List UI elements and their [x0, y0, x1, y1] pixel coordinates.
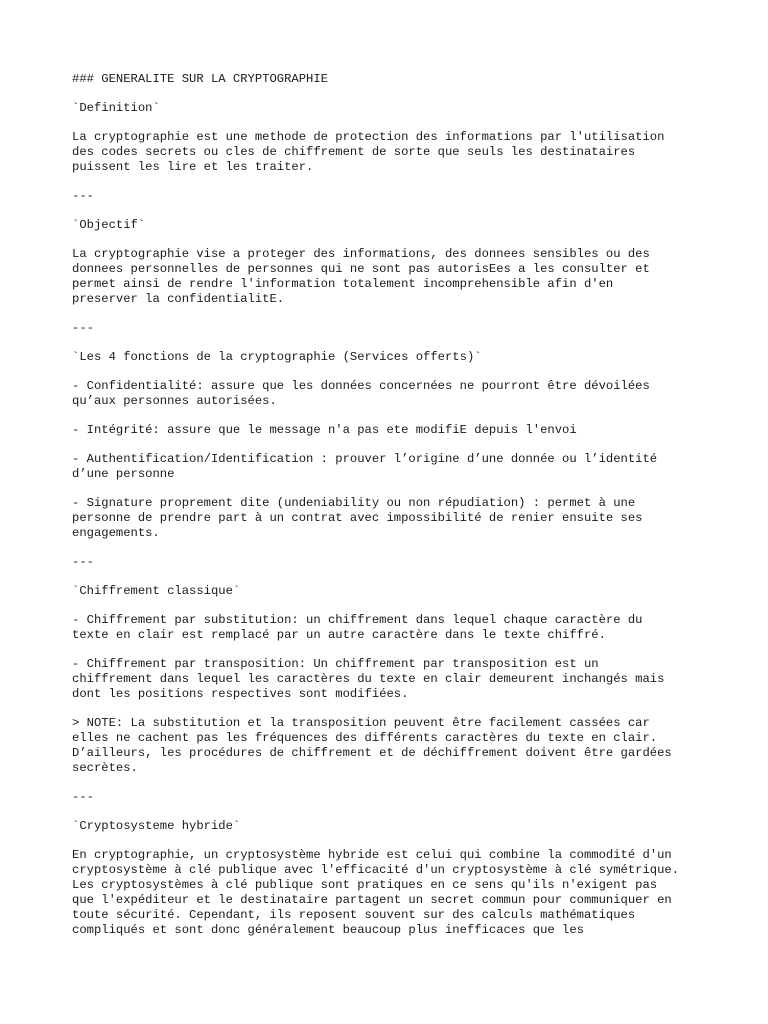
fonctions-title: `Les 4 fonctions de la cryptographie (Services offerts)`: [72, 350, 482, 364]
fonction-item-integrite: - Intégrité: assure que le message n'a pas ete modifiE depuis l'envoi: [72, 423, 577, 437]
hybride-body: En cryptographie, un cryptosystème hybride est celui qui combine la commodité d'un cryptosystème à clé publique avec l'efficacité d'un cryptosystème à clé symétrique. Les cryptosystèmes à clé publique sont pratiques en ce sens qu'ils n'exigent pas que l'expéditeur et le destinataire partagent un secret commun pour communiquer en toute sécurité. Cependant, ils reposent souvent sur des calculs mathématiques compliqués et sont donc généralement beaucoup plus inefficaces que les: [72, 848, 680, 937]
fonction-item-confidentialite: - Confidentialité: assure que les données concernées ne pourront être dévoilées qu’aux personnes autorisées.: [72, 379, 650, 408]
document-heading: ### GENERALITE SUR LA CRYPTOGRAPHIE: [72, 72, 328, 86]
classique-item-transposition: - Chiffrement par transposition: Un chiffrement par transposition est un chiffrement dans lequel les caractères du texte en clair demeurent inchangés mais dont les positions respectives sont modifiées.: [72, 657, 665, 701]
objectif-body: La cryptographie vise a proteger des informations, des donnees sensibles ou des donnees personnelles de personnes qui ne sont pas autorisEes a les consulter et permet ainsi de rendre l'information totalement incomprehensible afin d'en preserver la confidentialitE.: [72, 247, 650, 306]
separator: ---: [72, 555, 94, 569]
fonction-item-signature: - Signature proprement dite (undeniability ou non répudiation) : permet à une personne de prendre part à un contrat avec impossibilité de renier ensuite ses engagements.: [72, 496, 643, 540]
definition-body: La cryptographie est une methode de protection des informations par l'utilisation des codes secrets ou cles de chiffrement de sorte que seuls les destinataires puissent les lire et les traiter.: [72, 130, 665, 174]
separator: ---: [72, 189, 94, 203]
classique-item-substitution: - Chiffrement par substitution: un chiffrement dans lequel chaque caractère du texte en clair est remplacé par un autre caractère dans le texte chiffré.: [72, 613, 643, 642]
separator: ---: [72, 790, 94, 804]
classique-title: `Chiffrement classique`: [72, 584, 241, 598]
fonction-item-authentification: - Authentification/Identification : prouver l’origine d’une donnée ou l’identité d’une personne: [72, 452, 658, 481]
document-page: [72, 72, 712, 952]
hybride-title: `Cryptosysteme hybride`: [72, 819, 241, 833]
definition-title: `Definition`: [72, 101, 160, 115]
objectif-title: `Objectif`: [72, 218, 146, 232]
classique-note: > NOTE: La substitution et la transposition peuvent être facilement cassées car elles ne cachent pas les fréquences des différents caractères du texte en clair. D’ailleurs, les procédures de chiffrement et de déchiffrement doivent être gardées secrètes.: [72, 716, 672, 775]
separator: ---: [72, 321, 94, 335]
